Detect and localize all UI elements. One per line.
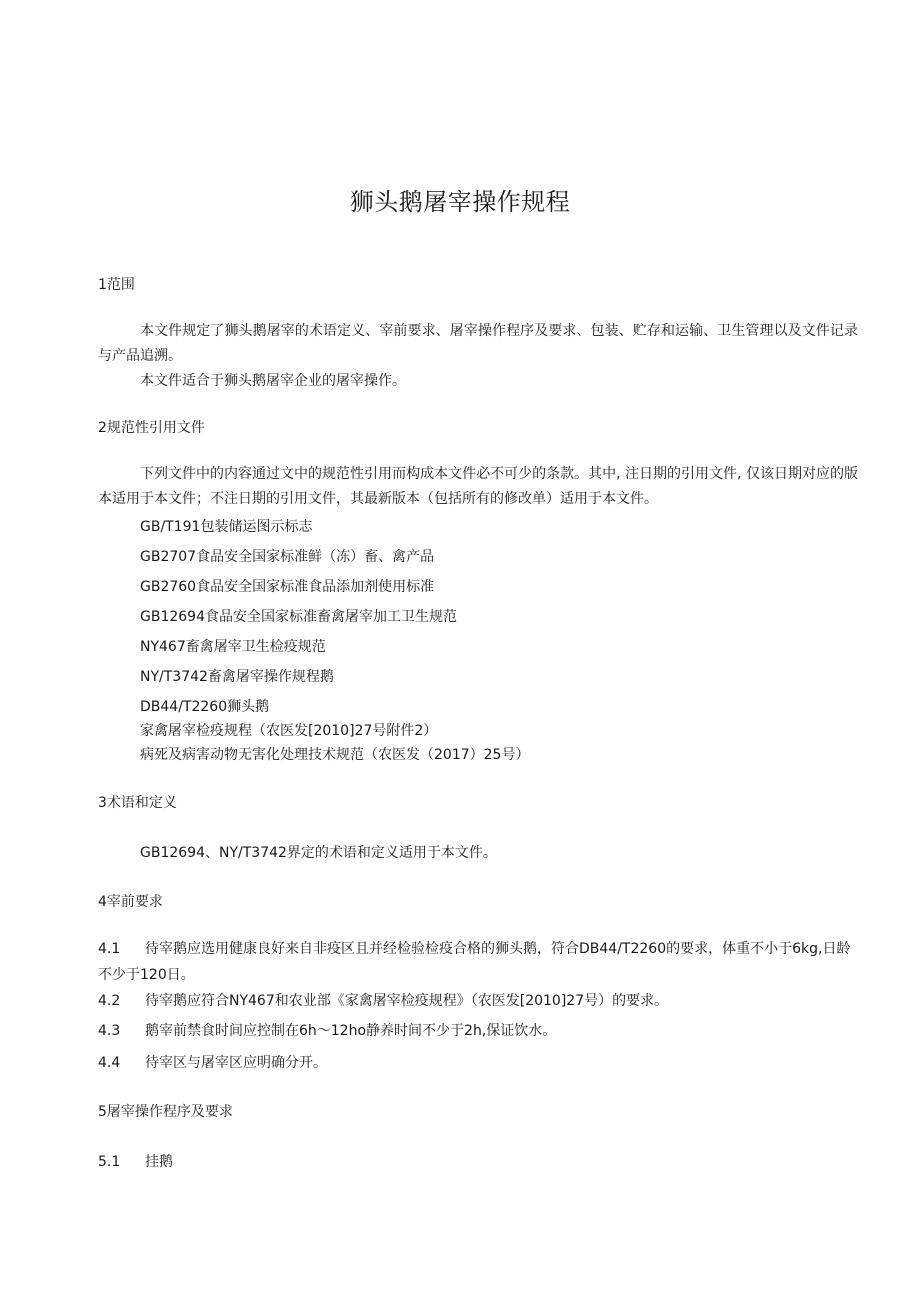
reference-item: GB12694食品安全国家标准畜禽屠宰加工卫生规范 <box>140 609 457 625</box>
reference-item: GB2760食品安全国家标准食品添加剂使用标准 <box>140 579 435 595</box>
reference-item: 病死及病害动物无害化处理技术规范（农医发（2017）25号） <box>140 747 530 763</box>
section-3-heading: 3术语和定义 <box>98 795 177 811</box>
reference-item: NY/T3742畜禽屠宰操作规程鹅 <box>140 669 334 685</box>
reference-item: GB/T191包装储运图示标志 <box>140 519 313 535</box>
section-3-paragraph: GB12694、NY/T3742界定的术语和定义适用于本文件。 <box>140 845 497 861</box>
clause-number: 4.3 <box>98 1023 121 1039</box>
section-2-heading: 2规范性引用文件 <box>98 420 205 436</box>
clause-text: 待宰鹅应符合NY467和农业部《家禽屠宰检疫规程》（农医发[2010]27号）的要求。 <box>145 993 669 1009</box>
reference-item: GB2707食品安全国家标准鲜（冻）畜、禽产品 <box>140 549 435 565</box>
document-title: 狮头鹅屠宰操作规程 <box>349 188 571 216</box>
clause-number: 4.2 <box>98 993 121 1009</box>
reference-item: DB44/T2260狮头鹅 <box>140 699 270 715</box>
section-2-intro: 下列文件中的内容通过文中的规范性引用而构成本文件必不可少的条款。其中, 注日期的引用文件, 仅该日期对应的版本适用于本文件；不注日期的引用文件，其最新版本（包括所有的修改单）适用于本文件。 <box>98 466 858 507</box>
section-4-heading: 4宰前要求 <box>98 894 163 910</box>
clause-number: 4.1 <box>98 941 121 957</box>
section-1-heading: 1范围 <box>98 277 135 293</box>
clause-5-1 <box>98 1151 173 1171</box>
clause-4-1 <box>98 936 858 988</box>
clause-text: 鹅宰前禁食时间应控制在6h～12ho静养时间不少于2h,保证饮水。 <box>145 1023 557 1039</box>
reference-item: 家禽屠宰检疫规程（农医发[2010]27号附件2） <box>140 723 438 739</box>
section-5-heading: 5屠宰操作程序及要求 <box>98 1104 233 1120</box>
section-1-paragraph-2: 本文件适合于狮头鹅屠宰企业的屠宰操作。 <box>140 373 406 389</box>
clause-text: 挂鹅 <box>145 1154 173 1170</box>
clause-number: 5.1 <box>98 1154 121 1170</box>
clause-text: 待宰鹅应选用健康良好来自非疫区且并经检验检疫合格的狮头鹅，符合DB44/T2260的要求，体重不小于6kg,日龄不少于120日。 <box>98 941 851 983</box>
section-1-paragraph-1: 本文件规定了狮头鹅屠宰的术语定义、宰前要求、屠宰操作程序及要求、包装、贮存和运输、卫生管理以及文件记录与产品追溯。 <box>98 323 858 364</box>
clause-text: 待宰区与屠宰区应明确分开。 <box>145 1055 327 1071</box>
clause-4-2 <box>98 990 668 1010</box>
reference-item: NY467畜禽屠宰卫生检疫规范 <box>140 639 326 655</box>
clause-4-4 <box>98 1052 327 1072</box>
clause-number: 4.4 <box>98 1055 121 1071</box>
clause-4-3 <box>98 1020 556 1040</box>
